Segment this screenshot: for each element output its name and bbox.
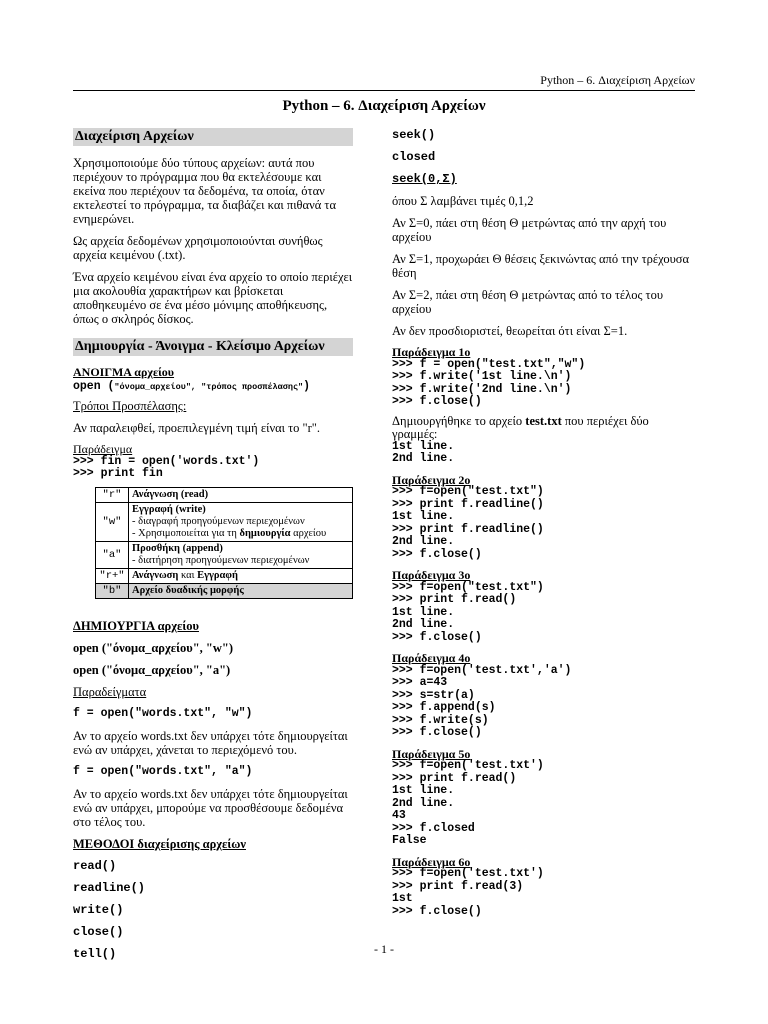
code-line: >>> f.write('2nd line.\n') — [392, 382, 572, 396]
method-seek-signature: seek(0,Σ) — [392, 172, 457, 186]
code-line: >>> a=43 — [392, 676, 448, 689]
seek-default-text: Αν δεν προσδιοριστεί, θεωρείται ότι είναι Σ=1. — [392, 324, 628, 338]
example-open-append: f = open("words.txt", "a") — [73, 764, 253, 778]
method-readline: readline() — [73, 880, 146, 895]
example-label: Παράδειγμα — [73, 442, 133, 456]
section-heading-create-open-close: Δημιουργία - Άνοιγμα - Κλείσιμο Αρχείων — [73, 338, 353, 356]
mode-key-r: "r" — [96, 487, 129, 502]
paragraph-intro: Χρησιμοποιούμε δύο τύπους αρχείων: αυτά που περιέχουν το πρόγραμμα που θα εκτελέσουμε και εκείνα που περιέχουν τα δεδομένα, τα οποία, όταν εκτελεστεί το πρόγραμμα, τα διαβάζει και πιθανά τα ενημερώνει. — [73, 156, 336, 226]
code-line: >>> print f.read() — [392, 771, 517, 785]
access-modes-table — [95, 487, 353, 599]
mode-key-b: "b" — [96, 583, 129, 598]
code-line: 1st line. — [392, 605, 455, 619]
code-line: False — [392, 834, 427, 847]
example-open-write: f = open("words.txt", "w") — [73, 706, 253, 720]
example-3-label: Παράδειγμα 3ο — [392, 568, 471, 582]
default-mode-text: Αν παραλειφθεί, προεπιλεγμένη τιμή είναι το "r". — [73, 421, 321, 435]
code-line: >>> f.append(s) — [392, 701, 496, 714]
paragraph-text-file: Ένα αρχείο κειμένου είναι ένα αρχείο το οποίο περιέχει μια ακολουθία χαρακτήρων και βρίσκεται αποθηκευμένο σε ένα μέσο μόνιμης αποθήκευσης, όπως ο σκληρός δίσκος. — [73, 270, 353, 326]
code-line: >>> f.close() — [392, 726, 482, 739]
page-number: - 1 - — [374, 942, 394, 956]
code-line: 1st — [392, 892, 413, 905]
code-line: >>> f=open("test.txt") — [392, 580, 544, 594]
code-line: 1st line. — [392, 510, 455, 523]
code-line: >>> f=open("test.txt") — [392, 485, 544, 498]
code-line: >>> f=open('test.txt','a') — [392, 663, 572, 677]
example-2-label: Παράδειγμα 2ο — [392, 472, 471, 487]
code-line: >>> f.close() — [392, 395, 482, 408]
method-read: read() — [73, 858, 117, 873]
code-line: 2nd line. — [392, 618, 455, 631]
code-line: >>> f.write(s) — [392, 713, 489, 727]
example-line: >>> print fin — [73, 467, 163, 480]
open-heading: ΑΝΟΙΓΜΑ αρχείου — [73, 365, 175, 379]
methods-heading: ΜΕΘΟΔΟΙ διαχείρισης αρχείων — [73, 836, 246, 851]
example-1-text: Δημιουργήθηκε το αρχείο test.txt που περιέχει δύο γραμμές: — [392, 413, 649, 441]
seek-values-text: όπου Σ λαμβάνει τιμές 0,1,2 — [392, 194, 534, 208]
code-line: >>> f.close() — [392, 904, 482, 918]
code-line: >>> s=str(a) — [392, 688, 475, 702]
code-line: >>> print f.read() — [392, 593, 517, 606]
header-rule — [73, 90, 695, 91]
mode-read: Ανάγνωση (read) — [129, 487, 353, 502]
mode-append: Προσθήκη (append) - διατήρηση προηγούμενων περιεχομένων — [129, 541, 353, 568]
running-header: Python – 6. Διαχείριση Αρχείων — [540, 73, 695, 87]
code-line: >>> print f.readline() — [392, 497, 544, 511]
left-column — [73, 128, 353, 969]
right-column — [392, 128, 697, 918]
paragraph-data-files: Ως αρχεία δεδομένων χρησιμοποιούνται συνήθως αρχεία κειμένου (.txt). — [73, 234, 323, 262]
seek-s0-text: Αν Σ=0, πάει στη θέση Θ μετρώντας από την αρχή του αρχείου — [392, 216, 667, 244]
example-4-label: Παράδειγμα 4ο — [392, 651, 471, 665]
code-line: >>> f=open('test.txt') — [392, 759, 544, 772]
mode-write: Εγγραφή (write) - διαγραφή προηγούμενων περιεχομένων - Χρησιμοποιείται για τη δημιουργία αρχείου — [129, 502, 353, 541]
example-6-label: Παράδειγμα 6ο — [392, 854, 471, 869]
page-title: Python – 6. Διαχείριση Αρχείων — [282, 98, 486, 114]
method-write: write() — [73, 902, 124, 917]
code-line: >>> f.closed — [392, 821, 475, 835]
method-close: close() — [73, 924, 124, 939]
code-line: 1st line. — [392, 784, 455, 797]
open-syntax: open ("όνομα_αρχείου", "τρόπος προσπέλασης") — [73, 379, 311, 393]
mode-read-write: Ανάγνωση και Εγγραφή — [129, 568, 353, 583]
mode-key-w: "w" — [96, 502, 129, 541]
code-line: >>> print f.readline() — [392, 522, 544, 536]
examples-label: Παραδείγματα — [73, 684, 147, 699]
code-line: >>> f.write('1st line.\n') — [392, 370, 572, 383]
code-line: >>> f.close() — [392, 630, 482, 644]
code-line: 43 — [392, 809, 406, 822]
mode-key-a: "a" — [96, 541, 129, 568]
create-append-syntax: open ("όνομα_αρχείου", "a") — [73, 662, 231, 677]
mode-binary: Αρχείο δυαδικής μορφής — [129, 583, 353, 598]
example-5-label: Παράδειγμα 5ο — [392, 746, 471, 761]
seek-s2-text: Αν Σ=2, πάει στη θέση Θ μετρώντας από το τέλος του αρχείου — [392, 288, 664, 316]
code-line: >>> f = open("test.txt","w") — [392, 357, 586, 371]
code-line: 1st line. — [392, 439, 455, 453]
create-heading: ΔΗΜΙΟΥΡΓΙΑ αρχείου — [73, 618, 199, 633]
method-closed: closed — [392, 150, 436, 164]
method-seek: seek() — [392, 128, 436, 142]
example-open-append-text: Αν το αρχείο words.txt δεν υπάρχει τότε δημιουργείται ενώ αν υπάρχει, μπορούμε να προσθέσουμε δεδομένα στο τέλος του. — [73, 786, 348, 829]
code-line: >>> f.close() — [392, 547, 482, 561]
method-tell: tell() — [73, 946, 117, 961]
create-write-syntax: open ("όνομα_αρχείου", "w") — [73, 640, 233, 655]
example-1-label: Παράδειγμα 1ο — [392, 345, 471, 359]
code-line: >>> f=open('test.txt') — [392, 867, 544, 880]
section-heading-file-management: Διαχείριση Αρχείων — [73, 128, 353, 146]
seek-s1-text: Αν Σ=1, προχωράει Θ θέσεις ξεκινώντας από την τρέχουσα θέση — [392, 252, 690, 280]
access-modes-label: Τρόποι Προσπέλασης: — [73, 399, 187, 413]
mode-key-rplus: "r+" — [96, 568, 129, 583]
example-line: >>> fin = open('words.txt') — [73, 454, 260, 468]
code-line: 2nd line. — [392, 535, 455, 548]
code-line: 2nd line. — [392, 452, 455, 465]
example-open-write-text: Αν το αρχείο words.txt δεν υπάρχει τότε δημιουργείται ενώ αν υπάρχει, χάνεται το περιεχόμενό του. — [73, 728, 348, 757]
code-line: >>> print f.read(3) — [392, 879, 524, 893]
code-line: 2nd line. — [392, 796, 455, 810]
